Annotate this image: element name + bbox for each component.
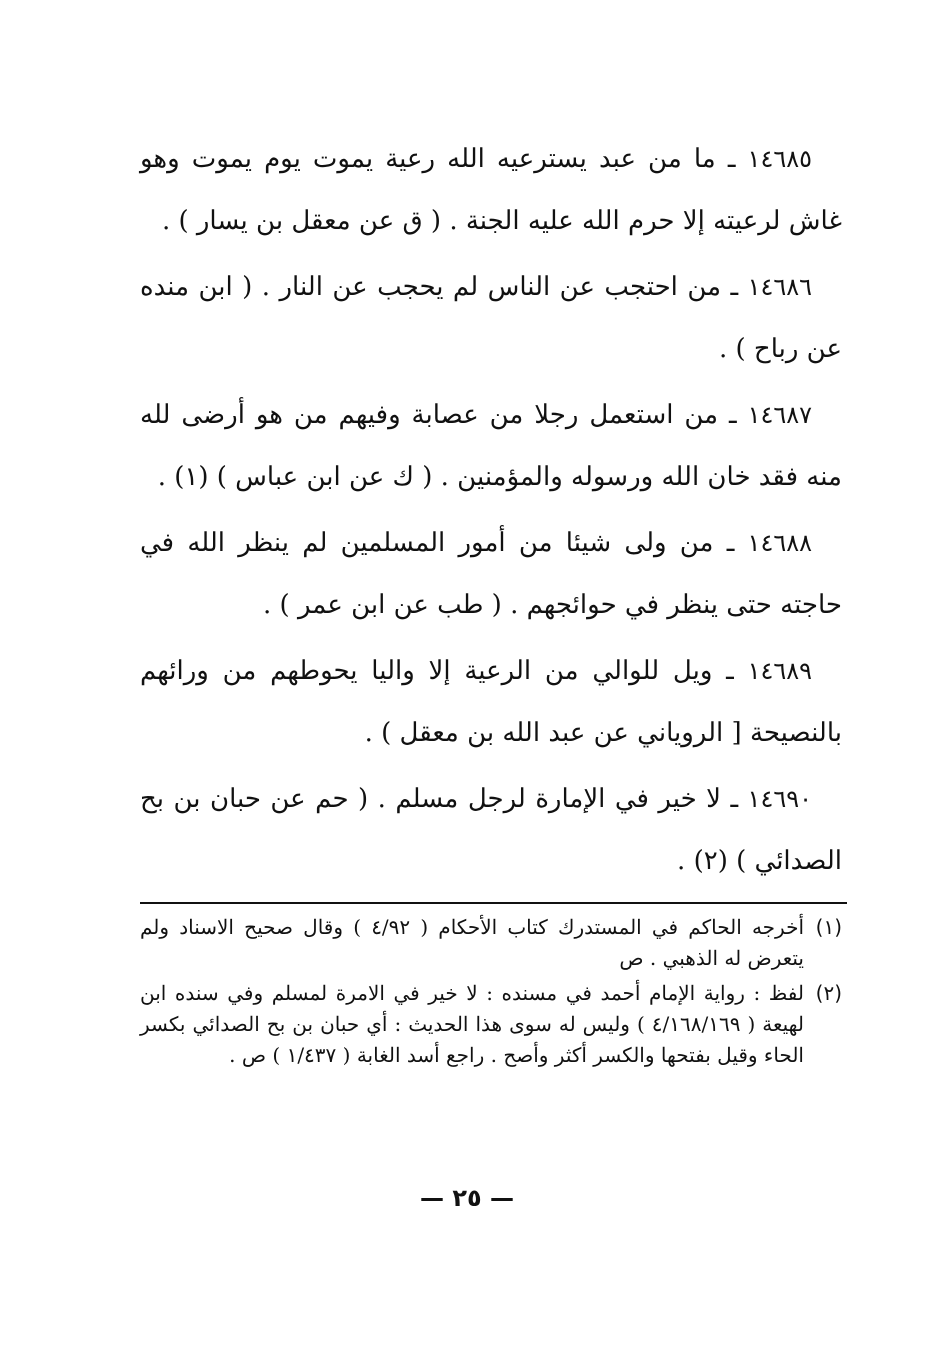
hadith-text: من استعمل رجلا من عصابة وفيهم من هو أرضى لله منه فقد خان الله ورسوله والمؤمنين . ( ك عن ابن عباس ) (١) . <box>140 400 842 492</box>
hadith-text: لا خير في الإمارة لرجل مسلم . ( حم عن حبان بن بح الصدائي ) (٢) . <box>140 784 842 876</box>
footnote-item <box>140 978 842 1071</box>
hadith-number: ١٤٦٨٧ <box>747 401 813 429</box>
footnote-item <box>140 912 842 974</box>
hadith-text: ما من عبد يسترعيه الله رعية يموت يوم يموت وهو غاش لرعيته إلا حرم الله عليه الجنة . ( ق عن معقل بن يسار ) . <box>140 144 842 236</box>
hadith-text: من ولى شيئا من أمور المسلمين لم ينظر الله في حاجته حتى ينظر في حوائجهم . ( طب عن ابن عمر ) . <box>140 528 842 620</box>
hadith-separator: ـ <box>720 784 739 814</box>
hadith-entry <box>140 768 842 892</box>
hadith-entry <box>140 640 842 764</box>
hadith-entry <box>140 256 842 380</box>
footnote-mark: (١) <box>815 915 842 939</box>
hadith-separator: ـ <box>712 656 734 686</box>
footnote-text: لفظ : رواية الإمام أحمد في مسنده : لا خير في الامرة لمسلم وفي سنده ابن لهيعة ( ٤/١٦٨/١٦٩ ) وليس له سوى هذا الحديث : أي حبان بن بح الصدائي بكسر الحاء وقيل بفتحها والكسر أكثر وأصح . راجع أسد الغابة ( ١/٤٣٧ ) ص . <box>140 981 804 1067</box>
hadith-entry <box>140 512 842 636</box>
hadith-separator: ـ <box>715 144 736 174</box>
hadith-number: ١٤٦٨٨ <box>747 529 812 557</box>
hadith-text: ويل للوالي من الرعية إلا واليا يحوطهم من ورائهم بالنصيحة [ الروياني عن عبد الله بن معقل ) . <box>140 656 842 748</box>
hadith-separator: ـ <box>718 400 737 430</box>
page-number: — ٢٥ — <box>419 1184 514 1212</box>
footnotes <box>140 912 842 1075</box>
hadith-text: من احتجب عن الناس لم يحجب عن النار . ( ابن منده عن رباح ) . <box>140 272 842 364</box>
hadith-separator: ـ <box>721 272 739 302</box>
hadith-entry <box>140 384 842 508</box>
hadith-separator: ـ <box>713 528 735 558</box>
footnote-text: أخرجه الحاكم في المستدرك كتاب الأحكام ( ٤/٩٢ ) وقال صحيح الاسناد ولم يتعرض له الذهبي . ص <box>140 915 804 970</box>
hadith-number: ١٤٦٨٥ <box>747 145 812 173</box>
hadith-list <box>140 128 842 896</box>
hadith-number: ١٤٦٩٠ <box>747 785 812 813</box>
footnote-mark: (٢) <box>815 981 842 1005</box>
hadith-entry <box>140 128 842 252</box>
hadith-number: ١٤٦٨٦ <box>747 273 813 301</box>
hadith-number: ١٤٦٨٩ <box>747 657 813 685</box>
footnote-divider <box>140 902 847 904</box>
